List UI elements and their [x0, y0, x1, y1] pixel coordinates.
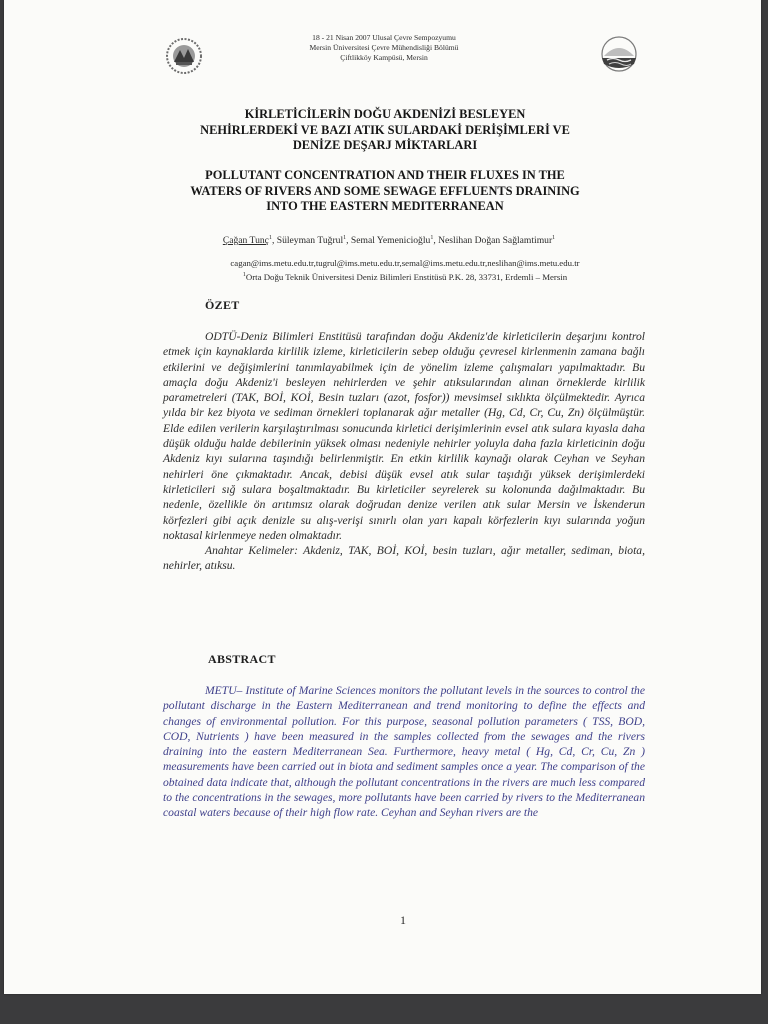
affiliation-marker: 1 — [268, 235, 272, 241]
author-name: , Semal Yemenicioğlu — [346, 235, 431, 247]
conference-header — [0, 33, 768, 63]
author-name: , Süleyman Tuğrul — [271, 235, 344, 247]
page-number: 1 — [400, 913, 406, 927]
ozet-heading: ÖZET — [205, 298, 240, 312]
ozet-paragraph: ODTÜ-Deniz Bilimleri Enstitüsü tarafından doğu Akdeniz'de kirleticilerin deşarjını kontrol etmek için kaynaklarda kirlilik izleme, kirleticilerin sebep olduğu çevresel kirlenmenin zamana bağlı etkilerini ve değişimlerini tanımlayabilmek için de yönelim izleme çalışmaları yapılmaktadır. Bu amaçla doğu Akdeniz'i besleyen nehirlerden ve şehir atıksularından alınan örneklerde kirlilik parametreleri (TAK, BOİ, KOİ, Besin tuzları (azot, fosfor)) mevsimsel sıklıkta ölçülmektedir. Ayrıca yılda bir kez biyota ve sediman örnekleri toplanarak ağır metaller (Hg, Cd, Cr, Cu, Zn) ölçülmüştür. Elde edilen verilerin karşılaştırılması sonucunda kirletici derişimlerinin evsel atık sulara kıyasla daha düşük olduğu halde debilerinin yüksek olması nedeniyle nehirler yoluyla daha fazla kirleticinin doğu Akdeniz kıyı sularına taşındığı belirlenmiştir. En etkin kirlilik kaynağı olarak Ceyhan ve Seyhan nehirleri öne çıkmaktadır. Ancak, debisi düşük evsel atık sular taşıdığı yüksek derişimlerdeki kirleticileri sığ sulara boşaltmaktadır. Bu kirleticiler seyrelerek su kolonunda dağılmaktadır. Bu nedenle, özellikle ön arıtımsız olarak doğrudan denize verilen atık sular Mersin ve İskenderun körfezleri gibi açık denizle su alış-verişi sınırlı olan yarı kapalı körfezlerin kıyı sularında yoğun noktasal kirlenmeye neden olmaktadır. — [163, 330, 645, 542]
title-english — [150, 168, 620, 215]
affiliation-marker: 1 — [343, 235, 347, 241]
author-name: Çağan Tunç — [222, 235, 269, 247]
conference-line: Çiftlikköy Kampüsü, Mersin — [340, 53, 428, 62]
affiliation-text: Orta Doğu Teknik Üniversitesi Deniz Bilimleri Enstitüsü P.K. 28, 33731, Erdemli – Mersin — [245, 271, 568, 282]
keywords: Anahtar Kelimeler: Akdeniz, TAK, BOİ, KOİ, besin tuzları, ağır metaller, sediman, biota, nehirler, atıksu. — [163, 544, 645, 573]
abstract-paragraph: METU– Institute of Marine Sciences monitors the pollutant levels in the sources to control the pollutant discharge in the Eastern Mediterranean and trend monitoring to define the effects and changes of environmental pollution. For this purpose, seasonal pollution parameters ( TSS, BOD, COD, Nutrients ) have been measured in the samples collected from the sewages and the rivers draining into the eastern Mediterranean Sea. Furthermore, heavy metal ( Hg, Cd, Cr, Cu, Zn ) measurements have been carried out in biota and sediment samples once a year. The comparison of the obtained data indicate that, although the pollutant concentrations in the rivers are much less compared to the concentrations in the sewages, more pollutants have been carried by rivers to the Mediterranean coastal waters because of their high flow rate. Ceyhan and Seyhan rivers are the — [163, 684, 645, 820]
title-line: KİRLETİCİLERİN DOĞU AKDENİZİ BESLEYEN — [244, 107, 526, 121]
abstract-heading: ABSTRACT — [208, 652, 276, 666]
abstract-section — [163, 683, 645, 821]
email-list: cagan@ims.metu.edu.tr,tugrul@ims.metu.edu.tr,semal@ims.metu.edu.tr,neslihan@ims.metu.edu.tr — [230, 258, 580, 268]
author-list — [150, 232, 628, 247]
title-line: DENİZE DEŞARJ MİKTARLARI — [292, 138, 478, 152]
author-name: , Neslihan Doğan Sağlamtimur — [433, 235, 553, 247]
affiliation-marker: 1 — [242, 271, 246, 278]
title-line: POLLUTANT CONCENTRATION AND THEIR FLUXES IN THE — [205, 168, 565, 182]
affiliation-marker: 1 — [552, 235, 556, 241]
author-contact — [150, 258, 660, 283]
title-line: WATERS OF RIVERS AND SOME SEWAGE EFFLUENTS DRAINING — [190, 183, 580, 198]
title-line: INTO THE EASTERN MEDITERRANEAN — [266, 199, 504, 213]
affiliation — [150, 270, 660, 283]
conference-line: 18 - 21 Nisan 2007 Ulusal Çevre Sempozyumu — [312, 33, 456, 42]
ozet-section — [163, 329, 645, 574]
conference-line: Mersin Üniversitesi Çevre Mühendisliği Bölümü — [309, 43, 459, 52]
title-turkish — [150, 107, 620, 154]
title-line: NEHİRLERDEKİ VE BAZI ATIK SULARDAKİ DERİŞİMLERİ VE — [200, 122, 570, 137]
affiliation-marker: 1 — [430, 235, 434, 241]
